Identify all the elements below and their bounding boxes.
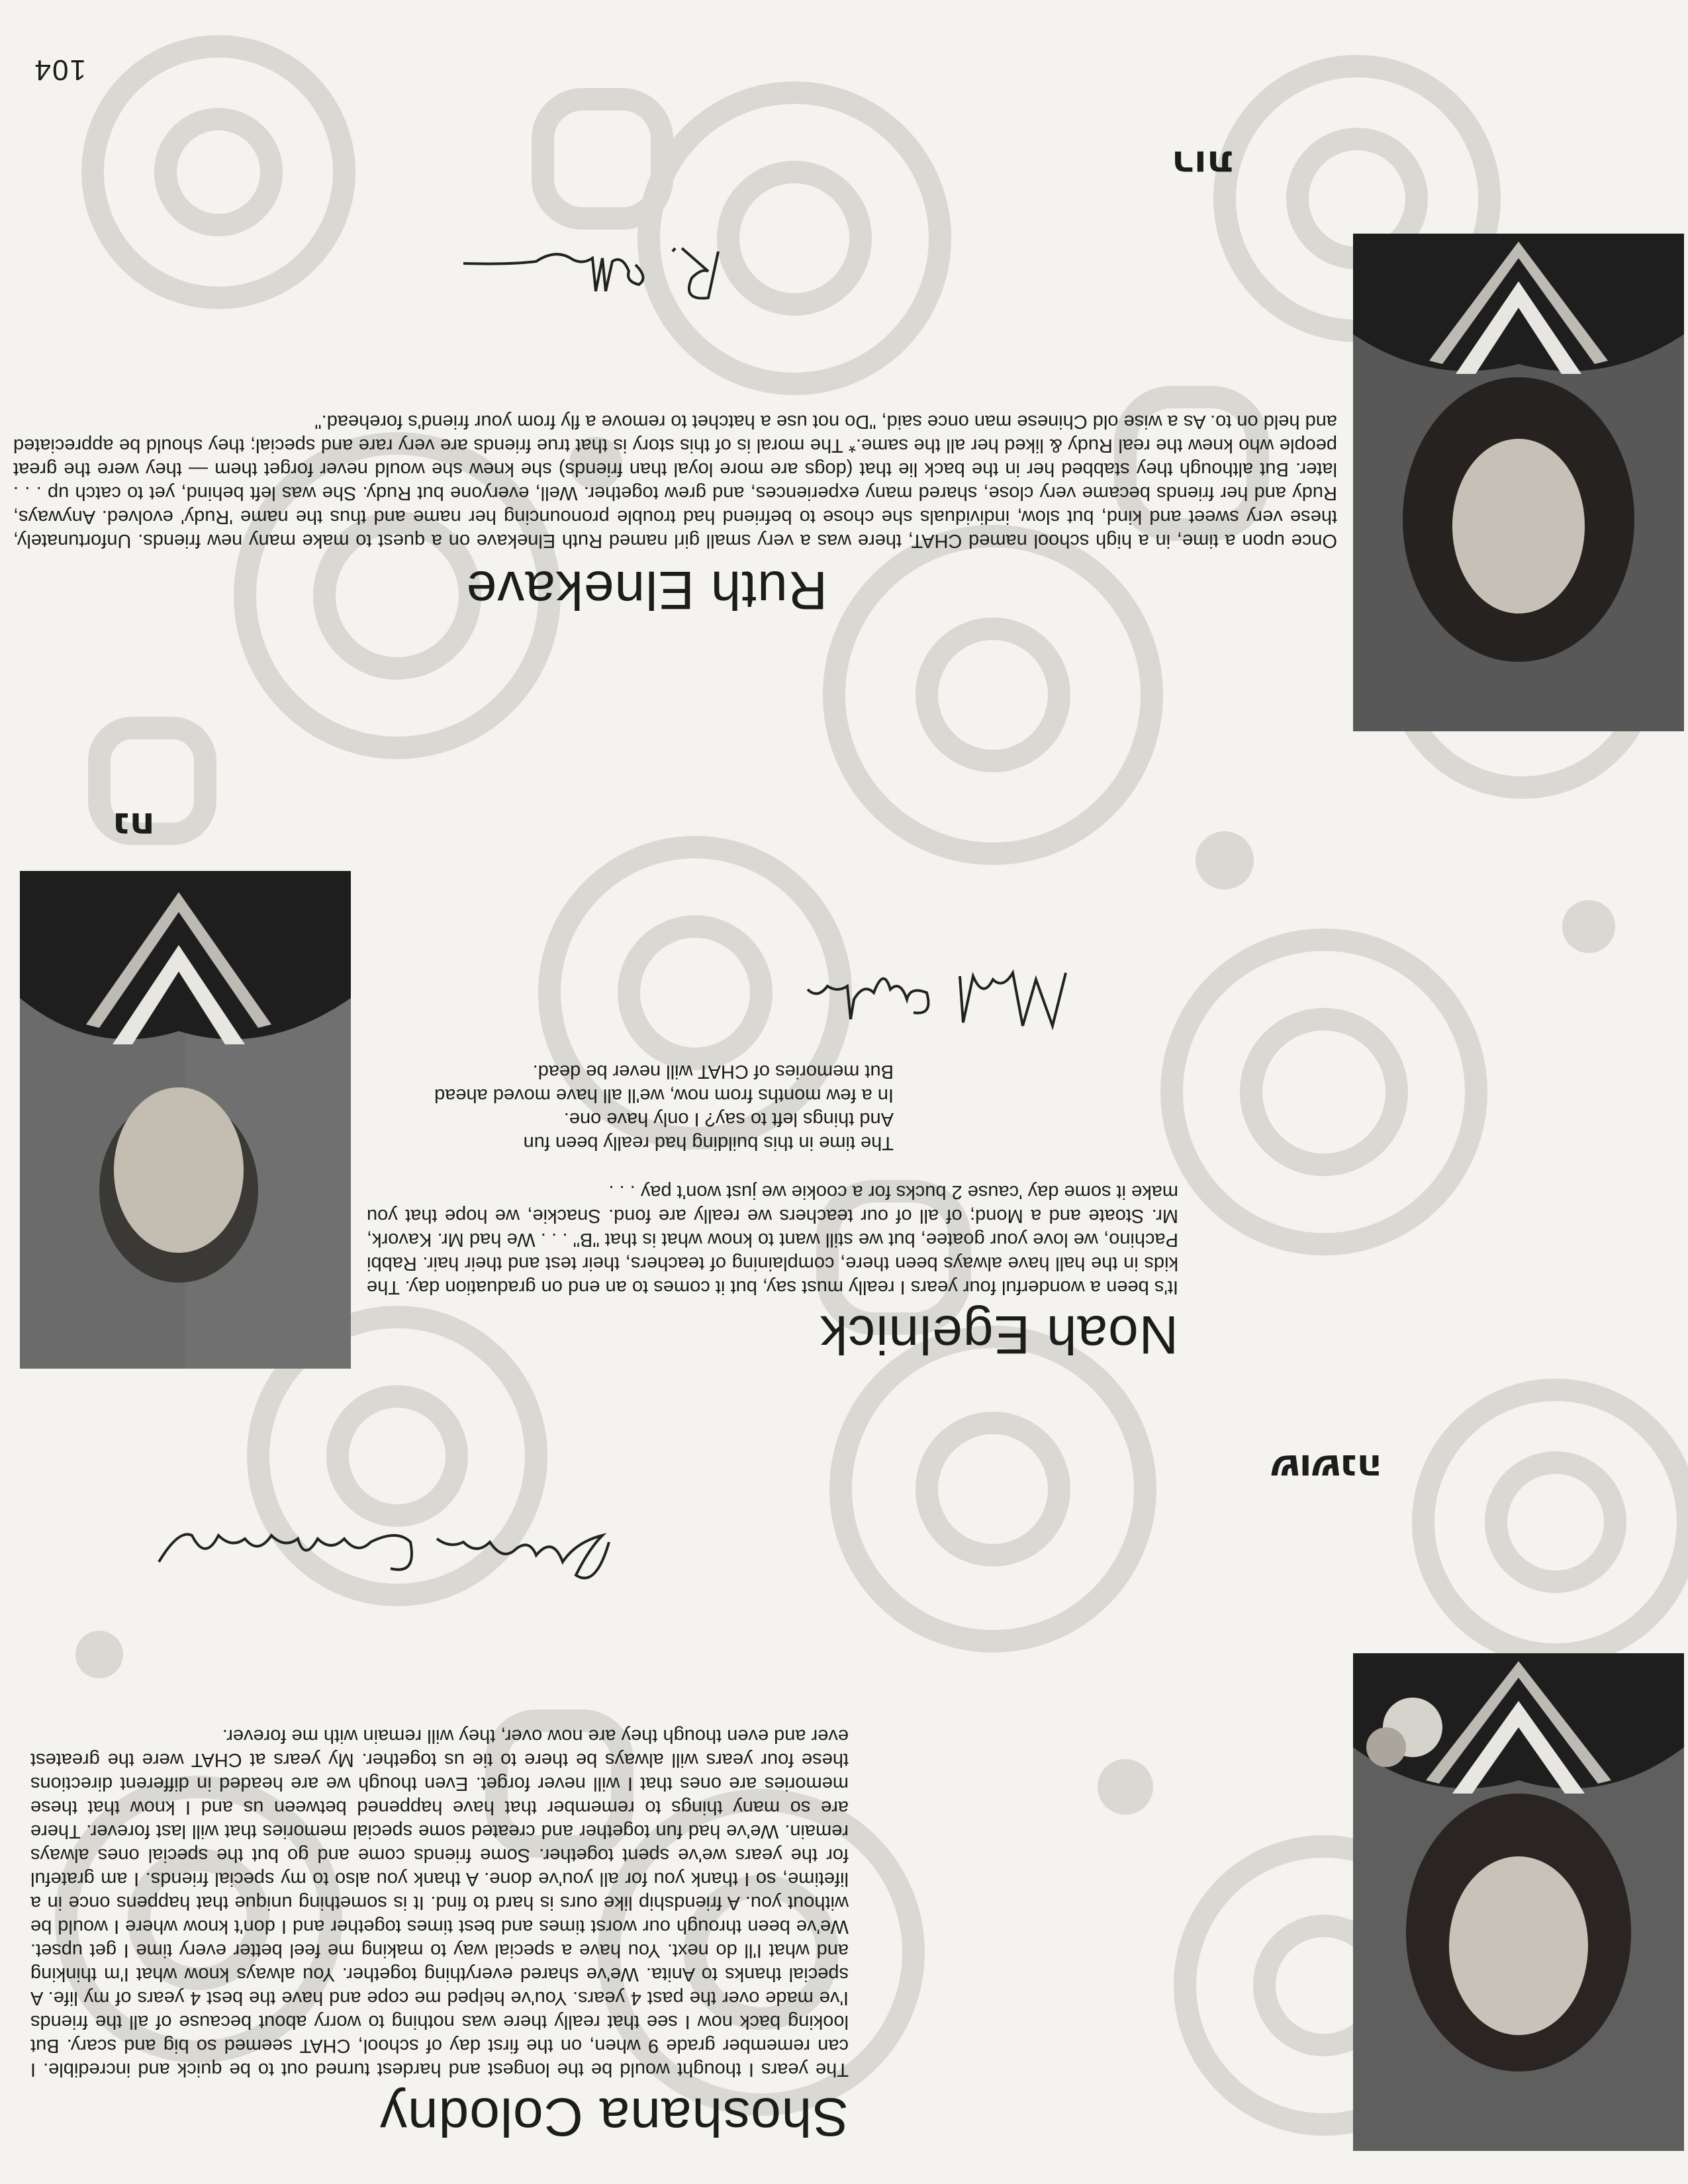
noah-egelnick-poem [434,1060,894,1155]
shoshana-colodny-photo [1353,1653,1684,2151]
ruth-elnekave-photo [1353,234,1684,731]
poem-line: In a few months from now, we'll all have moved ahead [434,1085,894,1106]
shoshana-colodny-bio-text: The years I thought would be the longest and hardest turned out to be quick and incredible. I can remember grade 9 when, on the first day of school, CHAT seemed so big and scary. But looking back now I see that really there was nothing to worry about because of all the friends I've made over the past 4 years. You've helped me cope and have the best 4 years of my life. A special thanks to Anita. We've shared everything together. You always know what I'm thinking and what I'll do next. You have a special way to making me feel better every time I get upset. We've been through our worst times and best times together and I don't know where I would be without you. A friendship like ours is hard to find. It is something unique that happens once in a lifetime, so I thank you for all you've done. A thank you also to my special friends. I am grateful for the years we've spent together. Some friends come and go but the special ones always remain. We've had fun together and created some special memories that will last forever. There are so many things to remember that have happened between us and I know that these memories are ones that I will never forget. Even though we are headed in different directions these four years will always be there to tie us together. My years at CHAT were the greatest ever and even though they are now over, they will remain with me forever. [30,1725,849,2080]
ruth-elnekave-bio [13,410,1337,553]
noah-egelnick-bio-text: It's been a wonderful four years I really must say, but it comes to an end on graduation day. The kids in the hall have always been there, complaining of teachers, their test and their hair. Rabbi Pachino, we love your goatee, but we still want to know what is that "B" . . . We had Mr. Kavork, Mr. Stoate and a Mond; of all of our teachers we really are fond. Snackie, we hope that you make it some day 'cause 2 bucks for a cookie we just won't pay . . . [367,1181,1178,1298]
noah-egelnick-hebrew-name: נח [113,804,155,847]
page-number: 104 [33,54,86,86]
noah-egelnick-signature [794,953,1072,1052]
noah-egelnick-photo [20,871,351,1369]
poem-line: But memories of CHAT will never be dead. [532,1061,894,1082]
ruth-elnekave-hebrew-name: רות [1172,142,1233,185]
noah-egelnick-name: Noah Egelnick [820,1304,1178,1365]
ruth-elnekave-bio-text: Once upon a time, in a high school named CHAT, there was a very small girl named Ruth Elnekave on a quest to make many new friends. Unfortunately, these very sweet and kind, but slow, individuals she chose to befriend had trouble pronouncing her name and thus the name 'Rudy' evolved. Anyways, Rudy and her friends became very close, shared many experiences, and grew together. Well, everyone but Rudy. She was left behind, yet to catch up . . . later. But although they stabbed her in the back lie that (dogs are more loyal than friends) she knew she would never forget them — they were the great people who knew the real Rudy & liked her all the same.* The moral is of this story is that true friends are very rare and special; they should be appreciated and held on to. As a wise old Chinese man once said, "Do not use a hatchet to remove a fly from your friend's forehead." [13,411,1337,551]
ruth-elnekave-name: Ruth Elnekave [465,560,827,620]
shoshana-colodny-hebrew-name: שושנה [1271,1446,1382,1489]
shoshana-colodny-signature [139,1516,616,1602]
shoshana-colodny-name: Shoshana Colodny [379,2087,849,2147]
shoshana-colodny-bio [30,1724,849,2081]
poem-line: The time in this building had really been fun [523,1132,894,1154]
ruth-elnekave-signature [450,238,728,311]
poem-line: And things left to say? I only have one. [563,1109,894,1130]
noah-egelnick-bio [367,1180,1178,1299]
